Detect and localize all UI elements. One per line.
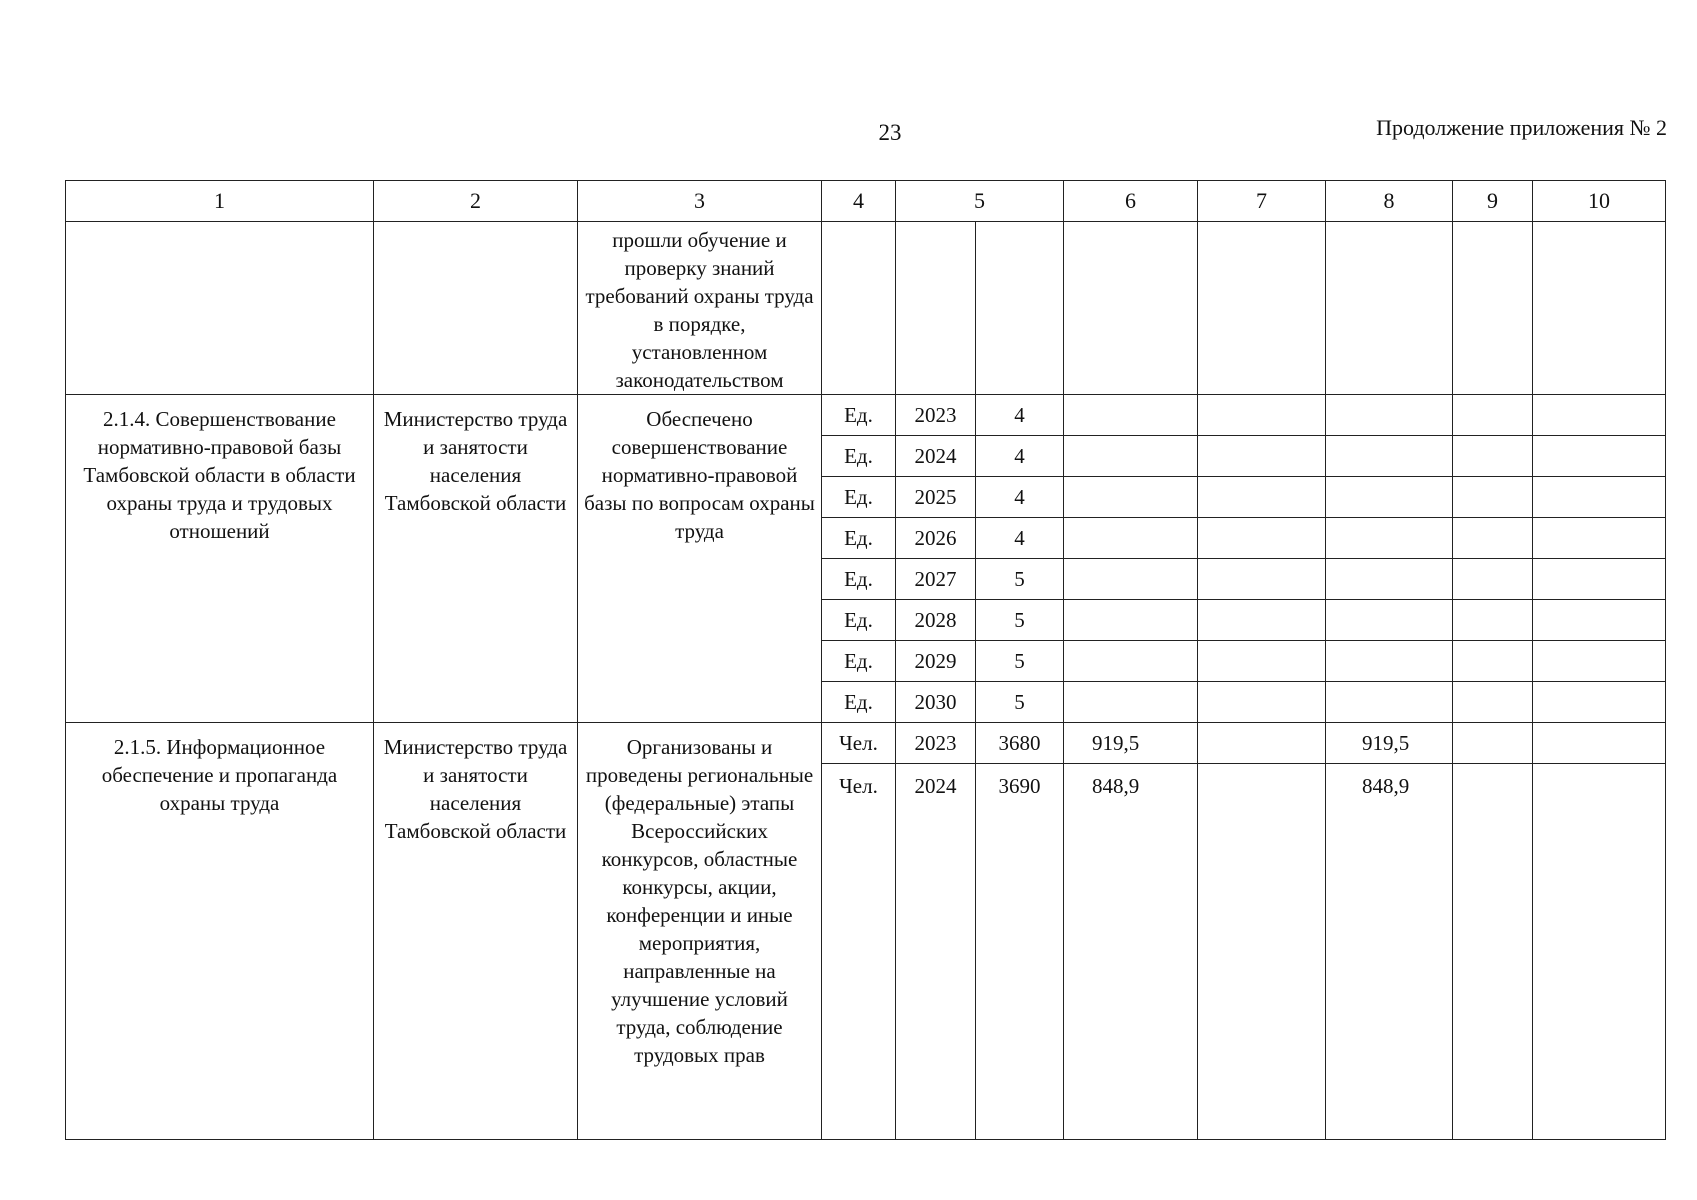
result-2-1-4: Обеспечено совершенствование нормативно-правовой базы по вопросам охраны труда bbox=[578, 395, 822, 723]
col-header-6: 6 bbox=[1064, 181, 1198, 222]
year-cell: 2027 bbox=[896, 559, 976, 600]
value-cell: 4 bbox=[976, 518, 1064, 559]
cell-empty bbox=[1064, 222, 1198, 395]
cell-empty bbox=[1533, 222, 1666, 395]
result-2-1-5: Организованы и проведены региональные (федеральные) этапы Всероссийских конкурсов, областные конкурсы, акции, конференции и иные мероприятия, направленные на улучшение условий труда, соблюдение трудовых прав bbox=[578, 723, 822, 1140]
year-cell: 2024 bbox=[896, 436, 976, 477]
year-cell: 2024 bbox=[896, 764, 976, 1140]
header-row bbox=[66, 181, 1666, 222]
unit-cell: Чел. bbox=[822, 723, 896, 764]
col-header-4: 4 bbox=[822, 181, 896, 222]
col-header-1: 1 bbox=[66, 181, 374, 222]
col-header-3: 3 bbox=[578, 181, 822, 222]
value-cell: 5 bbox=[976, 600, 1064, 641]
cell-empty bbox=[1198, 222, 1326, 395]
cell-empty bbox=[896, 222, 976, 395]
year-cell: 2028 bbox=[896, 600, 976, 641]
unit-cell: Чел. bbox=[822, 764, 896, 1140]
value-cell: 3680 bbox=[976, 723, 1064, 764]
year-cell: 2025 bbox=[896, 477, 976, 518]
table-row-continuation bbox=[66, 222, 1666, 395]
cell-empty bbox=[374, 222, 578, 395]
funding-cell-col6: 919,5 bbox=[1064, 723, 1198, 764]
year-cell: 2029 bbox=[896, 641, 976, 682]
col-header-10: 10 bbox=[1533, 181, 1666, 222]
table-row bbox=[66, 723, 1666, 764]
executor-2-1-4: Министерство труда и занятости населения Тамбовской области bbox=[374, 395, 578, 723]
unit-cell: Ед. bbox=[822, 518, 896, 559]
measures-table bbox=[65, 180, 1666, 1140]
col-header-9: 9 bbox=[1453, 181, 1533, 222]
cell-empty bbox=[1453, 222, 1533, 395]
unit-cell: Ед. bbox=[822, 559, 896, 600]
page-number: 23 bbox=[878, 120, 902, 145]
col-header-7: 7 bbox=[1198, 181, 1326, 222]
year-cell: 2026 bbox=[896, 518, 976, 559]
value-cell: 5 bbox=[976, 682, 1064, 723]
unit-cell: Ед. bbox=[822, 477, 896, 518]
col-header-5: 5 bbox=[896, 181, 1064, 222]
table-row bbox=[66, 395, 1666, 436]
cell-empty bbox=[1326, 222, 1453, 395]
value-cell: 4 bbox=[976, 477, 1064, 518]
cell-empty bbox=[822, 222, 896, 395]
unit-cell: Ед. bbox=[822, 641, 896, 682]
measure-2-1-5: 2.1.5. Информационное обеспечение и пропаганда охраны труда bbox=[66, 723, 374, 1140]
appendix-continuation-note: Продолжение приложения № 2 bbox=[1376, 115, 1667, 140]
year-cell: 2030 bbox=[896, 682, 976, 723]
value-cell: 4 bbox=[976, 395, 1064, 436]
year-cell: 2023 bbox=[896, 723, 976, 764]
unit-cell: Ед. bbox=[822, 682, 896, 723]
unit-cell: Ед. bbox=[822, 395, 896, 436]
unit-cell: Ед. bbox=[822, 600, 896, 641]
col-header-8: 8 bbox=[1326, 181, 1453, 222]
funding-cell-col6: 848,9 bbox=[1064, 764, 1198, 1140]
cell-empty bbox=[66, 222, 374, 395]
value-cell: 3690 bbox=[976, 764, 1064, 1140]
measure-2-1-4: 2.1.4. Совершенствование нормативно-правовой базы Тамбовской области в области охраны труда и трудовых отношений bbox=[66, 395, 374, 723]
executor-2-1-5: Министерство труда и занятости населения Тамбовской области bbox=[374, 723, 578, 1140]
funding-cell-col8: 919,5 bbox=[1326, 723, 1453, 764]
funding-cell-col8: 848,9 bbox=[1326, 764, 1453, 1140]
value-cell: 5 bbox=[976, 559, 1064, 600]
cell-empty bbox=[976, 222, 1064, 395]
value-cell: 4 bbox=[976, 436, 1064, 477]
result-continuation: прошли обучение и проверку знаний требований охраны труда в порядке, установленном законодательством bbox=[578, 222, 822, 395]
col-header-2: 2 bbox=[374, 181, 578, 222]
value-cell: 5 bbox=[976, 641, 1064, 682]
year-cell: 2023 bbox=[896, 395, 976, 436]
unit-cell: Ед. bbox=[822, 436, 896, 477]
